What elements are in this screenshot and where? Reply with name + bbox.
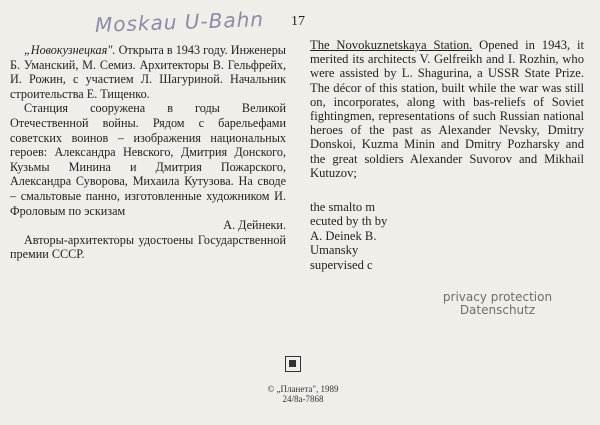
- publisher-footer: [258, 384, 348, 404]
- russian-paragraph-2-signature: А. Дейнеки.: [223, 218, 286, 233]
- page-number: 17: [291, 14, 305, 29]
- publisher-logo-icon: [285, 356, 301, 372]
- russian-text-column: [10, 43, 286, 262]
- print-code: 24/8а-7868: [282, 394, 324, 404]
- russian-station-title: „Новокузнецкая".: [24, 43, 116, 57]
- russian-paragraph-2: Станция сооружена в годы Великой Отечественной войны. Рядом с барельефами советских воинов – изображения национальных героев: Александра Невского, Дмитрия Донского, Кузьмы Минина и Дмитрия Пожарского, Александра Суворова, Михаила Кутузова. На своде – смальтовые панно, изготовленные художником И. Фроловым по эскизам: [10, 101, 286, 218]
- english-cut-line-5: supervised c: [310, 257, 373, 272]
- english-cut-line-4: B. Umansky: [310, 228, 377, 258]
- russian-paragraph-1-text: Открыта в 1943 году. Инженеры Б. Уманский, М. Семиз. Архитекторы В. Гельфрейх, И. Рожин, с участием Л. Шагуриной. Начальник строительства Е. Тищенко.: [10, 43, 286, 101]
- english-text-column: [310, 38, 584, 180]
- english-cut-line-2: ecuted by th: [310, 214, 372, 229]
- handwritten-note: Moskau U-Bahn: [94, 7, 265, 37]
- english-paragraph: [310, 38, 584, 180]
- english-station-title: The Novokuznetskaya Station.: [310, 38, 473, 52]
- copyright-line: © „Планета", 1989: [267, 384, 339, 394]
- russian-paragraph-1: [10, 43, 286, 101]
- english-paragraph-text: Opened in 1943, it merited its architects V. Gelfreikh and I. Rozhin, who were assisted by L. Shagurina, a USSR State Prize. The décor of this station, built while the war was still on, incorporates, along with bas-reliefs of Soviet fightingmen, representations of such Russian national heroes of the past as Alexander Nevsky, Dmitry Donskoi, Kuzma Minin and Dmitry Pozharsky and the great soldiers Alexander Suvorov and Mikhail Kutuzov;: [310, 38, 584, 180]
- privacy-watermark-line-2: Datenschutz: [459, 303, 536, 317]
- russian-paragraph-3: Авторы-архитекторы удостоены Государственной премии СССР.: [10, 232, 286, 262]
- privacy-watermark-line-1: privacy protection: [442, 290, 553, 304]
- english-cut-line-1: the smalto m: [310, 200, 376, 214]
- privacy-watermark: [395, 291, 600, 317]
- english-cut-lines: [310, 200, 400, 272]
- english-cut-line-3: by A. Deinek: [310, 214, 388, 243]
